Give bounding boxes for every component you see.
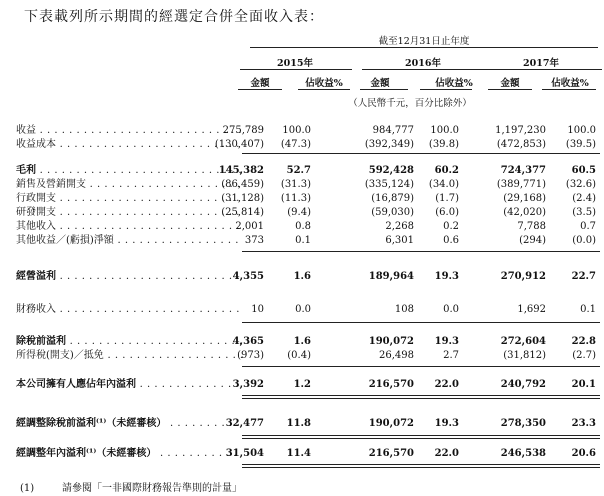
cell-2017-pct: 100.0 bbox=[567, 125, 596, 136]
amount-2015-rule bbox=[238, 89, 282, 90]
cell-2015-pct: 11.4 bbox=[286, 448, 311, 459]
rule-after-tax bbox=[242, 366, 600, 367]
cell-2016-amount: (16,879) bbox=[371, 193, 414, 204]
pct-2016-header: 佔收益% bbox=[435, 78, 473, 89]
row-label: 行政開支 bbox=[16, 193, 56, 204]
cell-2017-amount: 1,692 bbox=[517, 304, 546, 315]
cell-2017-pct: 60.5 bbox=[571, 165, 596, 176]
cell-2016-amount: 190,072 bbox=[368, 336, 414, 347]
cell-2015-amount: 31,504 bbox=[225, 448, 264, 459]
cell-2015-amount: 275,789 bbox=[222, 125, 264, 136]
cell-2015-amount: (31,128) bbox=[221, 193, 264, 204]
cell-2016-pct: 60.2 bbox=[434, 165, 459, 176]
cell-2017-pct: (2.7) bbox=[572, 350, 596, 361]
rule-after-cost bbox=[242, 153, 600, 154]
cell-2017-amount: 278,350 bbox=[500, 418, 546, 429]
table-row bbox=[0, 124, 604, 138]
adjusted-rule-2 bbox=[242, 438, 600, 439]
table-row bbox=[0, 234, 604, 248]
row-label: 銷售及營銷開支 bbox=[16, 179, 86, 190]
cell-2016-pct: 19.3 bbox=[434, 418, 459, 429]
row-label: 所得稅(開支)／抵免 bbox=[16, 350, 104, 361]
cell-2016-amount: (59,030) bbox=[371, 207, 414, 218]
cell-2017-pct: 20.1 bbox=[571, 379, 596, 390]
cell-2016-pct: (39.8) bbox=[428, 139, 459, 150]
cell-2017-pct: 23.3 bbox=[571, 418, 596, 429]
cell-2016-amount: 26,498 bbox=[379, 350, 414, 361]
cell-2017-pct: (0.0) bbox=[572, 235, 596, 246]
amount-2015-header: 金額 bbox=[250, 78, 270, 89]
table-row bbox=[0, 206, 604, 220]
footnote bbox=[20, 479, 242, 494]
table-row bbox=[0, 417, 604, 431]
cell-2016-amount: 216,570 bbox=[368, 448, 414, 459]
cell-2015-amount: 2,001 bbox=[235, 221, 264, 232]
double-rule-top bbox=[242, 395, 600, 396]
cell-2016-pct: 2.7 bbox=[443, 350, 459, 361]
cell-2016-pct: (1.7) bbox=[435, 193, 459, 204]
period-rule bbox=[250, 47, 598, 48]
amount-2017-rule bbox=[488, 89, 532, 90]
row-label: 其他收入 bbox=[16, 221, 56, 232]
cell-2016-amount: 216,570 bbox=[368, 379, 414, 390]
period-header: 截至12月31日止年度 bbox=[378, 36, 470, 47]
cell-2017-amount: 7,788 bbox=[517, 221, 546, 232]
cell-2017-amount: (294) bbox=[519, 235, 546, 246]
footnote-text: 請參閱「一非國際財務報告準則的計量」 bbox=[62, 483, 242, 494]
pct-2016-rule bbox=[420, 89, 472, 90]
pct-2017-header: 佔收益% bbox=[551, 78, 589, 89]
row-label: 除稅前溢利 bbox=[16, 336, 66, 347]
rule-after-other-gains bbox=[242, 251, 600, 252]
cell-2017-amount: (389,771) bbox=[496, 179, 546, 190]
cell-2016-pct: 22.0 bbox=[434, 448, 459, 459]
cell-2016-amount: 2,268 bbox=[385, 221, 414, 232]
cell-2015-amount: 4,355 bbox=[232, 271, 264, 282]
year-2016-header: 2016年 bbox=[405, 58, 441, 69]
amount-2016-header: 金額 bbox=[370, 78, 390, 89]
cell-2015-pct: (31.3) bbox=[280, 179, 311, 190]
row-label: 經調整除稅前溢利⁽¹⁾（未經審核） bbox=[16, 418, 167, 429]
cell-2017-amount: (29,168) bbox=[503, 193, 546, 204]
table-row bbox=[0, 447, 604, 461]
table-row bbox=[0, 378, 604, 392]
cell-2017-amount: (42,020) bbox=[503, 207, 546, 218]
pct-2015-header: 佔收益% bbox=[305, 78, 343, 89]
row-label: 財務收入 bbox=[16, 304, 56, 315]
cell-2016-amount: 6,301 bbox=[385, 235, 414, 246]
cell-2016-pct: 0.2 bbox=[443, 221, 459, 232]
cell-2016-amount: 984,777 bbox=[372, 125, 414, 136]
cell-2017-pct: (3.5) bbox=[572, 207, 596, 218]
cell-2015-amount: (130,407) bbox=[214, 139, 264, 150]
row-label: 毛利 bbox=[16, 165, 36, 176]
amount-2016-rule bbox=[360, 89, 408, 90]
cell-2017-pct: 20.6 bbox=[571, 448, 596, 459]
cell-2015-amount: 3,392 bbox=[232, 379, 264, 390]
cell-2017-pct: (39.5) bbox=[565, 139, 596, 150]
cell-2015-amount: 373 bbox=[244, 235, 264, 246]
unit-note: （人民幣千元，百分比除外） bbox=[348, 98, 472, 109]
amount-2017-header: 金額 bbox=[500, 78, 520, 89]
cell-2017-amount: (472,853) bbox=[496, 139, 546, 150]
table-row bbox=[0, 270, 604, 284]
row-label: 其他收益／(虧損)淨額 bbox=[16, 235, 114, 246]
cell-2017-pct: 22.8 bbox=[571, 336, 596, 347]
cell-2016-pct: (34.0) bbox=[428, 179, 459, 190]
cell-2015-amount: (25,814) bbox=[221, 207, 264, 218]
cell-2017-amount: 1,197,230 bbox=[495, 125, 546, 136]
table-row bbox=[0, 138, 604, 152]
cell-2017-amount: 246,538 bbox=[500, 448, 546, 459]
rule-after-finance bbox=[242, 322, 600, 323]
final-rule-2 bbox=[242, 467, 600, 468]
cell-2015-pct: 1.6 bbox=[293, 271, 311, 282]
cell-2015-pct: 0.0 bbox=[295, 304, 311, 315]
cell-2017-amount: 270,912 bbox=[500, 271, 546, 282]
year-2016-rule bbox=[362, 69, 486, 70]
cell-2015-amount: 10 bbox=[251, 304, 264, 315]
cell-2015-pct: (11.3) bbox=[280, 193, 311, 204]
cell-2016-pct: 100.0 bbox=[430, 125, 459, 136]
cell-2016-amount: 189,964 bbox=[368, 271, 414, 282]
cell-2017-pct: 22.7 bbox=[571, 271, 596, 282]
double-rule-bottom bbox=[242, 398, 600, 399]
row-label: 經調整年內溢利⁽¹⁾（未經審核） bbox=[16, 448, 157, 459]
cell-2017-pct: 0.1 bbox=[580, 304, 596, 315]
cell-2017-pct: 0.7 bbox=[580, 221, 596, 232]
table-row bbox=[0, 178, 604, 192]
pct-2015-rule bbox=[298, 89, 350, 90]
footnote-number: (1) bbox=[20, 483, 35, 494]
cell-2017-amount: 240,792 bbox=[500, 379, 546, 390]
cell-2016-amount: (392,349) bbox=[364, 139, 414, 150]
cell-2015-amount: 32,477 bbox=[225, 418, 264, 429]
cell-2016-amount: 108 bbox=[394, 304, 414, 315]
cell-2015-amount: (86,459) bbox=[221, 179, 264, 190]
cell-2015-amount: 4,365 bbox=[232, 336, 264, 347]
cell-2017-pct: (2.4) bbox=[572, 193, 596, 204]
cell-2016-amount: (335,124) bbox=[364, 179, 414, 190]
adjusted-rule-1 bbox=[242, 435, 600, 436]
page-title: 下表載列所示期間的經選定合併全面收入表： bbox=[24, 9, 324, 25]
cell-2015-amount: (973) bbox=[237, 350, 264, 361]
table-row bbox=[0, 335, 604, 349]
cell-2015-pct: 1.2 bbox=[293, 379, 311, 390]
cell-2017-amount: (31,812) bbox=[503, 350, 546, 361]
table-row bbox=[0, 303, 604, 317]
cell-2015-amount: 145,382 bbox=[218, 165, 264, 176]
row-label: 研發開支 bbox=[16, 207, 56, 218]
year-2015-header: 2015年 bbox=[277, 58, 313, 69]
cell-2015-pct: 52.7 bbox=[286, 165, 311, 176]
row-label: 本公司擁有人應佔年內溢利 bbox=[16, 379, 136, 390]
cell-2016-pct: 19.3 bbox=[434, 271, 459, 282]
cell-2016-pct: 0.0 bbox=[443, 304, 459, 315]
table-row bbox=[0, 220, 604, 234]
cell-2017-pct: (32.6) bbox=[565, 179, 596, 190]
year-2015-rule bbox=[240, 69, 352, 70]
cell-2016-amount: 190,072 bbox=[368, 418, 414, 429]
cell-2016-pct: 22.0 bbox=[434, 379, 459, 390]
pct-2017-rule bbox=[542, 89, 596, 90]
year-2017-rule bbox=[478, 69, 602, 70]
cell-2015-pct: (47.3) bbox=[280, 139, 311, 150]
cell-2016-pct: (6.0) bbox=[435, 207, 459, 218]
table-row bbox=[0, 164, 604, 178]
row-label: 經營溢利 bbox=[16, 271, 56, 282]
year-2017-header: 2017年 bbox=[523, 58, 559, 69]
cell-2015-pct: 100.0 bbox=[282, 125, 311, 136]
table-row bbox=[0, 192, 604, 206]
final-rule-1 bbox=[242, 464, 600, 465]
cell-2015-pct: (0.4) bbox=[287, 350, 311, 361]
cell-2016-amount: 592,428 bbox=[368, 165, 414, 176]
cell-2016-pct: 19.3 bbox=[434, 336, 459, 347]
cell-2015-pct: 11.8 bbox=[286, 418, 311, 429]
cell-2016-pct: 0.6 bbox=[443, 235, 459, 246]
row-label: 收益成本 bbox=[16, 139, 56, 150]
cell-2015-pct: 0.1 bbox=[295, 235, 311, 246]
table-row bbox=[0, 349, 604, 363]
cell-2015-pct: 1.6 bbox=[293, 336, 311, 347]
row-label: 收益 bbox=[16, 125, 36, 136]
cell-2015-pct: (9.4) bbox=[287, 207, 311, 218]
cell-2017-amount: 724,377 bbox=[500, 165, 546, 176]
cell-2015-pct: 0.8 bbox=[295, 221, 311, 232]
cell-2017-amount: 272,604 bbox=[500, 336, 546, 347]
